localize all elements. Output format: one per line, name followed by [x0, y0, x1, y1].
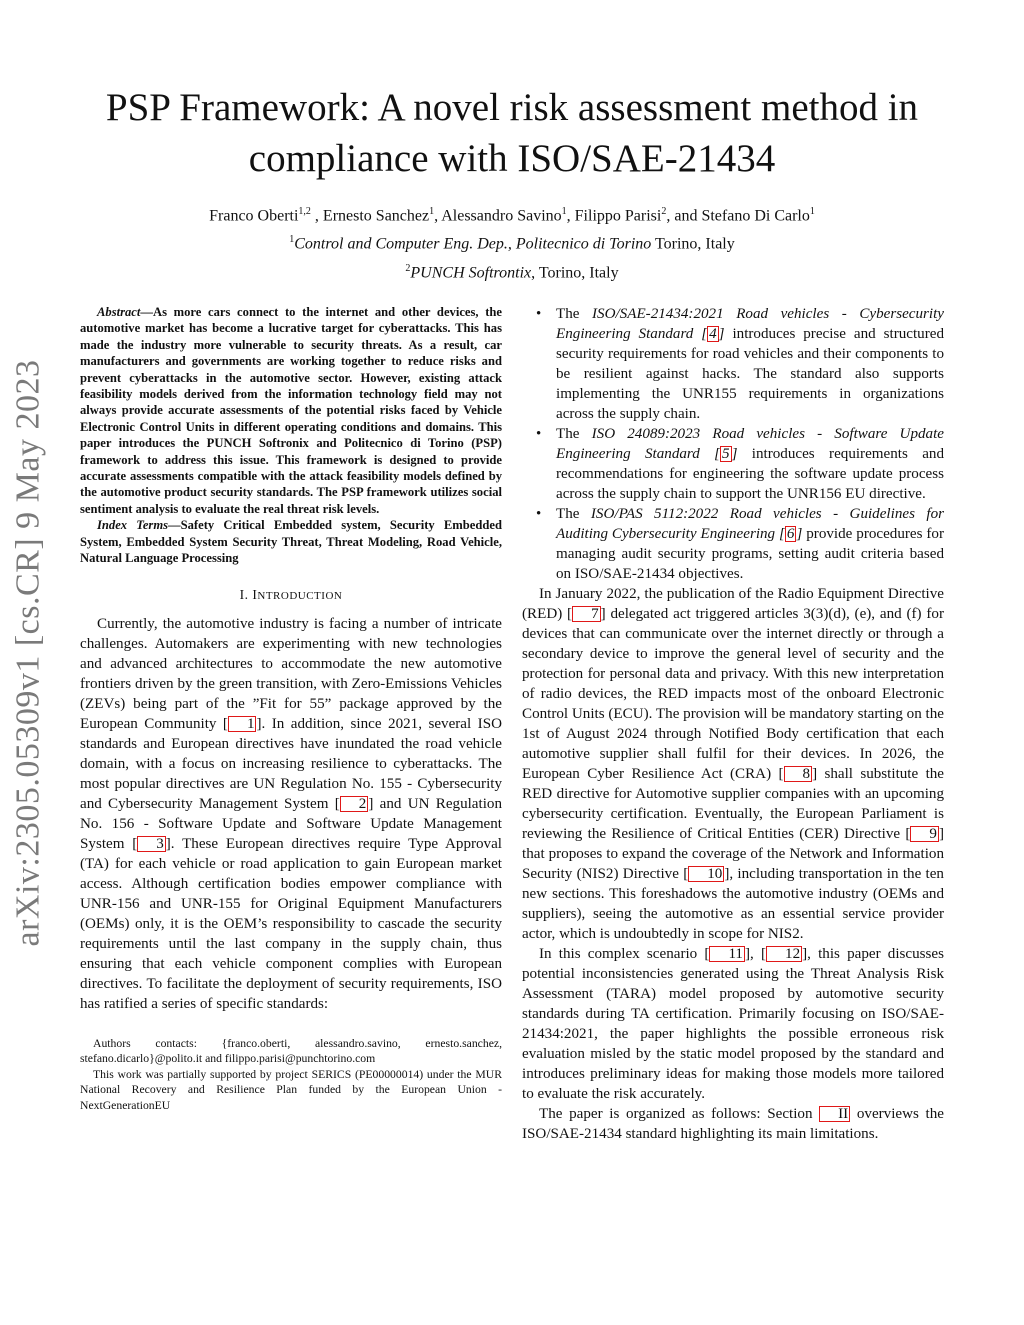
citation-link[interactable]: 9: [910, 826, 939, 842]
arxiv-stamp: [8, 345, 48, 960]
footnote-funding: This work was partially supported by project SERICS (PE00000014) under the MUR National Recovery and Resilience Plan funded by the European Union - NextGenerationEU: [80, 1067, 502, 1112]
left-column: [80, 304, 502, 1113]
citation-link[interactable]: 6: [786, 526, 795, 542]
index-terms: Index Terms—Safety Critical Embedded system, Security Embedded System, Embedded System Security Threat, Threat Modeling, Road Vehicle, Natural Language Processing: [80, 518, 502, 566]
standards-list: [522, 304, 944, 584]
footnote-contacts: Authors contacts: {franco.oberti, alessandro.savino, ernesto.sanchez, stefano.dicarlo}@polito.it and filippo.parisi@punchtorino.com: [80, 1036, 502, 1065]
author-block: [60, 200, 964, 285]
section-link[interactable]: II: [819, 1106, 850, 1122]
citation-link[interactable]: 10: [688, 866, 724, 882]
footnotes: [80, 1036, 502, 1114]
citation-link[interactable]: 3: [137, 836, 166, 852]
list-item: • The ISO 24089:2023 Road vehicles - Software Update Engineering Standard [ 5 ] introduces requirements and recommendations for engineering the software update process across the supply chain to support the UNR156 EU directive.: [522, 424, 944, 504]
arxiv-identifier: arXiv:2305.05309v1 [cs.CR] 9 May 2023: [9, 358, 47, 947]
organization-paragraph: The paper is organized as follows: Section II overviews the ISO/SAE-21434 standard highlighting its main limitations.: [522, 1106, 944, 1142]
title-line-1: PSP Framework: A novel risk assessment method in: [105, 86, 919, 129]
title-line-2: compliance with ISO/SAE-21434: [248, 137, 776, 180]
section-heading-introduction: I. INTRODUCTION: [239, 586, 343, 602]
citation-link[interactable]: 12: [766, 946, 802, 962]
affiliation-1: $^1$Control and Computer Eng. Dep., Politecnico di Torino Torino, Italy: [289, 234, 735, 253]
citation-link[interactable]: 5: [722, 446, 730, 462]
paper-title: [60, 82, 964, 184]
author-list: Franco Oberti$^{1,2}$ , Ernesto Sanchez$^1$, Alessandro Savino$^1$, Filippo Parisi$^2$, and Stefano Di Carlo$^1$: [209, 206, 815, 225]
affiliation-2: $^2$PUNCH Softrontix, Torino, Italy: [405, 262, 619, 281]
citation-link[interactable]: 2: [340, 796, 369, 812]
citation-link[interactable]: 4: [709, 326, 717, 342]
red-directive-paragraph: In January 2022, the publication of the Radio Equipment Directive (RED) [ 7 ] delegated act triggered articles 3(3)(d), (e), and (f) for devices that can communicate over the internet directly or through a secondary device to improve the general level of security and the protection for personal data and privacy. With this new interpretation of radio devices, the RED impacts most of the onboard Electronic Control Units (ECU). The provision will be mandatory starting on the 1st of August 2024 through Notified Body certification that each automotive supplier shall fulfil for their devices. In 2026, the European Cyber Resilience Act (CRA) [ 8 ] shall substitute the RED directive for Automotive supplier companies with an upcoming cybersecurity certification. Eventually, the European Parliament is reviewing the Resilience of Critical Entities (CER) Directive [ 9 ] that proposes to expand the coverage of the Network and Information Security (NIS2) Directive [ 10 ], including transportation in the ten new sections. This foreshadows the automotive industry (OEMs and suppliers), seeing the automotive as an essential service provider actor, which is undoubtedly in scope for NIS2.: [522, 586, 945, 942]
scenario-paragraph: In this complex scenario [ 11 ], [ 12 ], this paper discusses potential inconsistencies generated using the Threat Analysis Risk Assessment (TARA) model proposed by automotive security standards during TA certification. Primarily focusing on ISO/SAE-21434:2021, the paper highlights the possible erroneous risk evaluation misled by the static model proposed by the standard and introduces preliminary ideas for making those models more tailored to evaluate the risk accurately.: [522, 946, 944, 1102]
citation-link[interactable]: 11: [709, 946, 745, 962]
intro-paragraph: Currently, the automotive industry is facing a number of intricate challenges. Automakers are experimenting with new technologies and advanced architectures to accommodate the new automotive frontiers driven by the green transition, with Zero-Emissions Vehicles (ZEVs) being part of the ”Fit for 55” package approved by the European Community [ 1 ]. In addition, since 2021, several ISO standards and European directives have inundated the road vehicle domain, with a focus on increasing resilience to cyberattacks. The most popular directives are UN Regulation No. 155 - Cybersecurity and Cybersecurity Management System [ 2 ] and UN Regulation No. 156 - Software Update and Software Update Management System [ 3 ]. These European directives require Type Approval (TA) for each vehicle or road application to gain European market access. Although certification bodies empower compliance with UNR-156 and UNR-155 for Original Equipment Manufacturers (OEMs) only, it is the OEM’s responsibility to cascade the security requirements until the last company in the supply chain, thus ensuring that each vehicle component complies with European directives. To facilitate the deployment of security requirements, ISO has ratified a series of specific standards:: [80, 615, 502, 1012]
right-column: [522, 304, 944, 1144]
abstract: Abstract—As more cars connect to the internet and other devices, the automotive market has become a lucrative target for cyberattacks. This has made the industry more vulnerable to security threats. As a result, car manufacturers and governments are working together to reduce risks and prevent cyberattacks in the automotive sector. However, existing attack feasibility models derived from the information technology field may not always provide accurate assessments of the potential risks faced by Vehicle Electronic Control Units in different operating conditions and domains. This paper introduces the PUNCH Softronix and Politecnico di Torino (PSP) framework to address this issue. This framework is designed to provide accurate assessments compatible with the attack feasibility models defined by the automotive product security standards. The PSP framework utilizes social sentiment analysis to evaluate the real threat risk levels.: [80, 305, 502, 516]
citation-link[interactable]: 1: [228, 716, 257, 732]
citation-link[interactable]: 8: [784, 766, 813, 782]
list-item: • The ISO/PAS 5112:2022 Road vehicles - Guidelines for Auditing Cybersecurity Engineering [ 6 ] provide procedures for managing audit security programs, setting audit criteria based on ISO/SAE-21434 objectives.: [522, 504, 944, 584]
citation-link[interactable]: 7: [572, 606, 601, 622]
list-item: • The ISO/SAE-21434:2021 Road vehicles - Cybersecurity Engineering Standard [ 4 ] introduces precise and structured security requirements for road vehicles and their components to be resilient against hacks. The standard also supports implementing the UNR155 requirements in organizations across the supply chain.: [522, 304, 944, 424]
